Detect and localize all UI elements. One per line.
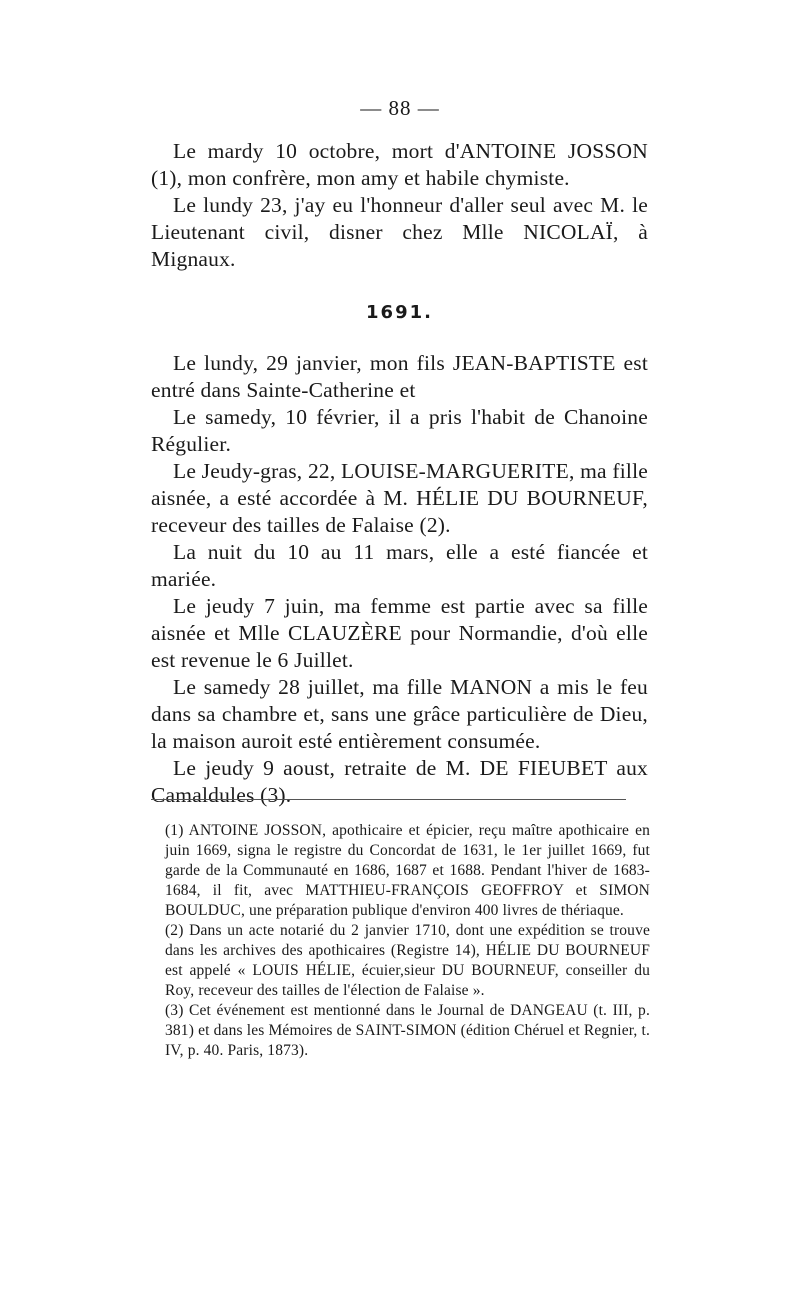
paragraph-fire: Le samedy 28 juillet, ma fille MANON a mis le feu dans sa chambre et, sans une grâce particulière de Dieu, la maison auroit esté entièrement consumée. bbox=[151, 675, 648, 753]
footnotes bbox=[165, 821, 650, 1061]
footnote-divider bbox=[151, 799, 626, 800]
year-heading: 1691. bbox=[366, 302, 433, 323]
footnote-1: (1) ANTOINE JOSSON, apothicaire et épicier, reçu maître apothicaire en juin 1669, signa le registre du Concordat de 1631, le 1er juillet 1669, fut garde de la Communauté en 1686, 1687 et 1688. Pendant l'hiver de 1683-1684, il fit, avec MATTHIEU-FRANÇOIS GEOFFROY et SIMON BOULDUC, une préparation publique d'environ 400 livres de thériaque. bbox=[165, 822, 650, 919]
paragraph-fieubet: Le jeudy 9 aoust, retraite de M. DE FIEUBET aux Camaldules (3). bbox=[151, 756, 648, 807]
page-number: — 88 — bbox=[360, 96, 440, 120]
paragraph-dinner-nicolai: Le lundy 23, j'ay eu l'honneur d'aller seul avec M. le Lieutenant civil, disner chez Mlle NICOLAÏ, à Mignaux. bbox=[151, 193, 648, 271]
main-text bbox=[151, 138, 648, 809]
paragraph-engagement: Le Jeudy-gras, 22, LOUISE-MARGUERITE, ma fille aisnée, a esté accordée à M. HÉLIE DU BOURNEUF, receveur des tailles de Falaise (2). bbox=[151, 459, 648, 537]
paragraph-wedding: La nuit du 10 au 11 mars, elle a esté fiancée et mariée. bbox=[151, 540, 648, 591]
paragraph-josson-death: Le mardy 10 octobre, mort d'ANTOINE JOSSON (1), mon confrère, mon amy et habile chymiste. bbox=[151, 139, 648, 190]
footnote-2: (2) Dans un acte notarié du 2 janvier 1710, dont une expédition se trouve dans les archives des apothicaires (Registre 14), HÉLIE DU BOURNEUF est appelé « LOUIS HÉLIE, écuier,sieur DU BOURNEUF, conseiller du Roy, receveur des tailles de l'élection de Falaise ». bbox=[165, 922, 650, 999]
footnote-3: (3) Cet événement est mentionné dans le Journal de DANGEAU (t. III, p. 381) et dans les Mémoires de SAINT-SIMON (édition Chéruel et Regnier, t. IV, p. 40. Paris, 1873). bbox=[165, 1002, 650, 1059]
paragraph-chanoine: Le samedy, 10 février, il a pris l'habit de Chanoine Régulier. bbox=[151, 405, 648, 456]
paragraph-normandie: Le jeudy 7 juin, ma femme est partie avec sa fille aisnée et Mlle CLAUZÈRE pour Normandie, d'où elle est revenue le 6 Juillet. bbox=[151, 594, 648, 672]
paragraph-jean-baptiste: Le lundy, 29 janvier, mon fils JEAN-BAPTISTE est entré dans Sainte-Catherine et bbox=[151, 351, 648, 402]
